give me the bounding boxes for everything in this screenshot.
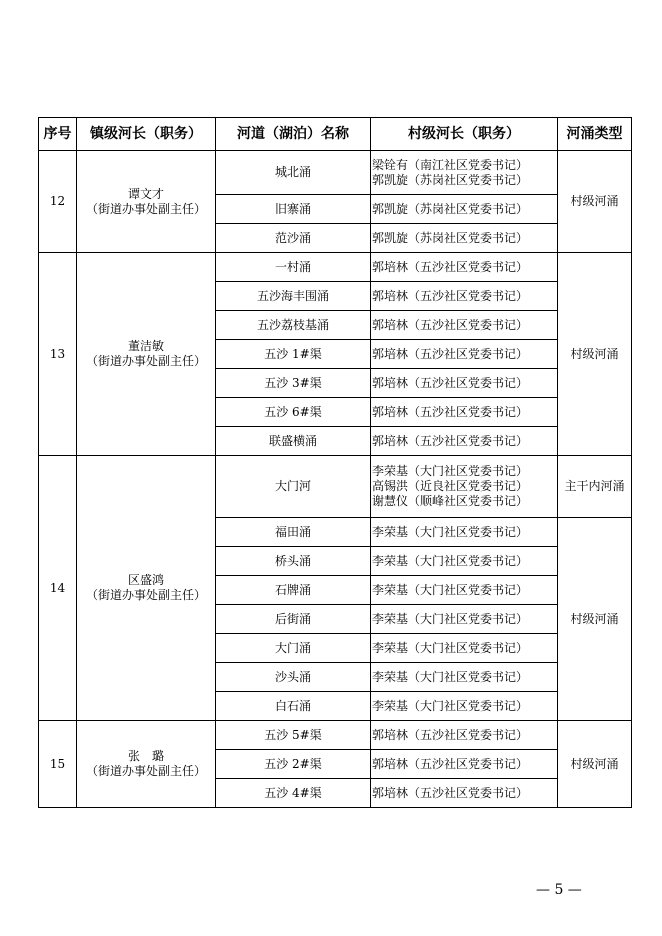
village-chief-entry: 郭培林（五沙社区党委书记） xyxy=(372,375,529,390)
header-index: 序号 xyxy=(39,118,77,151)
river-name-cell: 石牌涌 xyxy=(216,576,371,605)
river-name-cell: 白石涌 xyxy=(216,692,371,721)
header-village-chief: 村级河长（职务） xyxy=(371,118,558,151)
village-chief-cell xyxy=(371,692,558,721)
village-chief-entry: 郭培林（五沙社区党委书记） xyxy=(372,259,529,274)
river-name-cell: 福田涌 xyxy=(216,518,371,547)
village-chief-entry: 李荣基（大门社区党委书记） xyxy=(372,464,529,478)
river-name-cell: 五沙 3#渠 xyxy=(216,369,371,398)
village-chief-cell xyxy=(371,282,558,311)
village-chief-entry: 高锡洪（近良社区党委书记） xyxy=(372,479,529,493)
table-row xyxy=(39,721,632,750)
river-name-cell: 桥头涌 xyxy=(216,547,371,576)
table-row xyxy=(39,456,632,518)
table-body xyxy=(39,151,632,808)
village-chief-cell xyxy=(371,576,558,605)
river-name-cell: 联盛横涌 xyxy=(216,427,371,456)
river-name-cell: 一村涌 xyxy=(216,253,371,282)
village-chief-entry: 郭凯旋（苏岗社区党委书记） xyxy=(372,201,529,216)
river-name-cell: 五沙 6#渠 xyxy=(216,398,371,427)
village-chief-entry: 谢慧仪（顺峰社区党委书记） xyxy=(372,494,529,508)
row-index-cell: 12 xyxy=(39,151,77,253)
village-chief-entry: 郭凯旋（苏岗社区党委书记） xyxy=(372,172,529,187)
village-chief-cell xyxy=(371,518,558,547)
town-chief-name: 区盛鸿 xyxy=(127,573,164,587)
header-river-type: 河涌类型 xyxy=(558,118,632,151)
table-row xyxy=(39,253,632,282)
river-type-cell: 村级河涌 xyxy=(558,721,632,808)
village-chief-entry: 郭培林（五沙社区党委书记） xyxy=(372,404,529,419)
village-chief-entry: 郭培林（五沙社区党委书记） xyxy=(372,317,529,332)
row-index-cell: 15 xyxy=(39,721,77,808)
village-chief-cell xyxy=(371,253,558,282)
river-type-cell: 村级河涌 xyxy=(558,151,632,253)
river-name-cell: 五沙 1#渠 xyxy=(216,340,371,369)
river-name-cell: 五沙 5#渠 xyxy=(216,721,371,750)
table-header-row xyxy=(39,118,632,151)
river-name-cell: 五沙 4#渠 xyxy=(216,779,371,808)
village-chief-entry: 郭培林（五沙社区党委书记） xyxy=(372,288,529,303)
river-name-cell: 大门涌 xyxy=(216,634,371,663)
river-type-cell: 主干内河涌 xyxy=(558,456,632,518)
village-chief-entry: 李荣基（大门社区党委书记） xyxy=(372,582,529,597)
town-chief-title: （街道办事处副主任） xyxy=(85,354,206,368)
header-river-name: 河道（湖泊）名称 xyxy=(216,118,371,151)
village-chief-entry: 李荣基（大门社区党委书记） xyxy=(372,669,529,684)
town-chief-cell xyxy=(77,151,216,253)
village-chief-entry: 李荣基（大门社区党委书记） xyxy=(372,553,529,568)
town-chief-title: （街道办事处副主任） xyxy=(85,764,206,778)
village-chief-cell xyxy=(371,779,558,808)
town-chief-cell xyxy=(77,721,216,808)
village-chief-cell xyxy=(371,605,558,634)
village-chief-entry: 郭培林（五沙社区党委书记） xyxy=(372,433,529,448)
village-chief-cell xyxy=(371,369,558,398)
town-chief-title: （街道办事处副主任） xyxy=(85,201,206,216)
village-chief-cell xyxy=(371,398,558,427)
village-chief-cell xyxy=(371,224,558,253)
village-chief-entry: 李荣基（大门社区党委书记） xyxy=(372,640,529,655)
row-index-cell: 13 xyxy=(39,253,77,456)
village-chief-entry: 李荣基（大门社区党委书记） xyxy=(372,611,529,626)
river-name-cell: 旧寨涌 xyxy=(216,195,371,224)
village-chief-cell xyxy=(371,750,558,779)
river-chief-table xyxy=(38,117,632,808)
river-name-cell: 五沙 2#渠 xyxy=(216,750,371,779)
village-chief-cell xyxy=(371,311,558,340)
village-chief-cell xyxy=(371,340,558,369)
town-chief-cell xyxy=(77,456,216,721)
river-name-cell: 五沙海丰围涌 xyxy=(216,282,371,311)
river-name-cell: 后街涌 xyxy=(216,605,371,634)
village-chief-cell xyxy=(371,151,558,195)
village-chief-entry: 李荣基（大门社区党委书记） xyxy=(372,698,529,713)
village-chief-entry: 郭培林（五沙社区党委书记） xyxy=(372,785,529,800)
river-type-cell: 村级河涌 xyxy=(558,518,632,721)
village-chief-cell xyxy=(371,195,558,224)
river-type-cell: 村级河涌 xyxy=(558,253,632,456)
village-chief-entry: 郭培林（五沙社区党委书记） xyxy=(372,727,529,742)
page-number: — 5 — xyxy=(536,882,582,898)
town-chief-name: 董洁敏 xyxy=(127,339,164,353)
village-chief-entry: 郭凯旋（苏岗社区党委书记） xyxy=(372,230,529,245)
village-chief-cell xyxy=(371,634,558,663)
header-town-chief: 镇级河长（职务） xyxy=(77,118,216,151)
town-chief-title: （街道办事处副主任） xyxy=(85,588,206,602)
village-chief-cell xyxy=(371,721,558,750)
village-chief-cell xyxy=(371,456,558,518)
village-chief-cell xyxy=(371,663,558,692)
village-chief-entry: 郭培林（五沙社区党委书记） xyxy=(372,756,529,771)
village-chief-entry: 梁铨有（南江社区党委书记） xyxy=(372,157,529,172)
table-row xyxy=(39,151,632,195)
village-chief-cell xyxy=(371,547,558,576)
river-name-cell: 范沙涌 xyxy=(216,224,371,253)
village-chief-cell xyxy=(371,427,558,456)
town-chief-name: 谭文才 xyxy=(127,186,164,201)
town-chief-cell xyxy=(77,253,216,456)
row-index-cell: 14 xyxy=(39,456,77,721)
river-name-cell: 五沙荔枝基涌 xyxy=(216,311,371,340)
town-chief-name: 张 璐 xyxy=(127,749,164,763)
river-name-cell: 沙头涌 xyxy=(216,663,371,692)
river-name-cell: 大门河 xyxy=(216,456,371,518)
river-name-cell: 城北涌 xyxy=(216,151,371,195)
village-chief-entry: 郭培林（五沙社区党委书记） xyxy=(372,346,529,361)
village-chief-entry: 李荣基（大门社区党委书记） xyxy=(372,524,529,539)
